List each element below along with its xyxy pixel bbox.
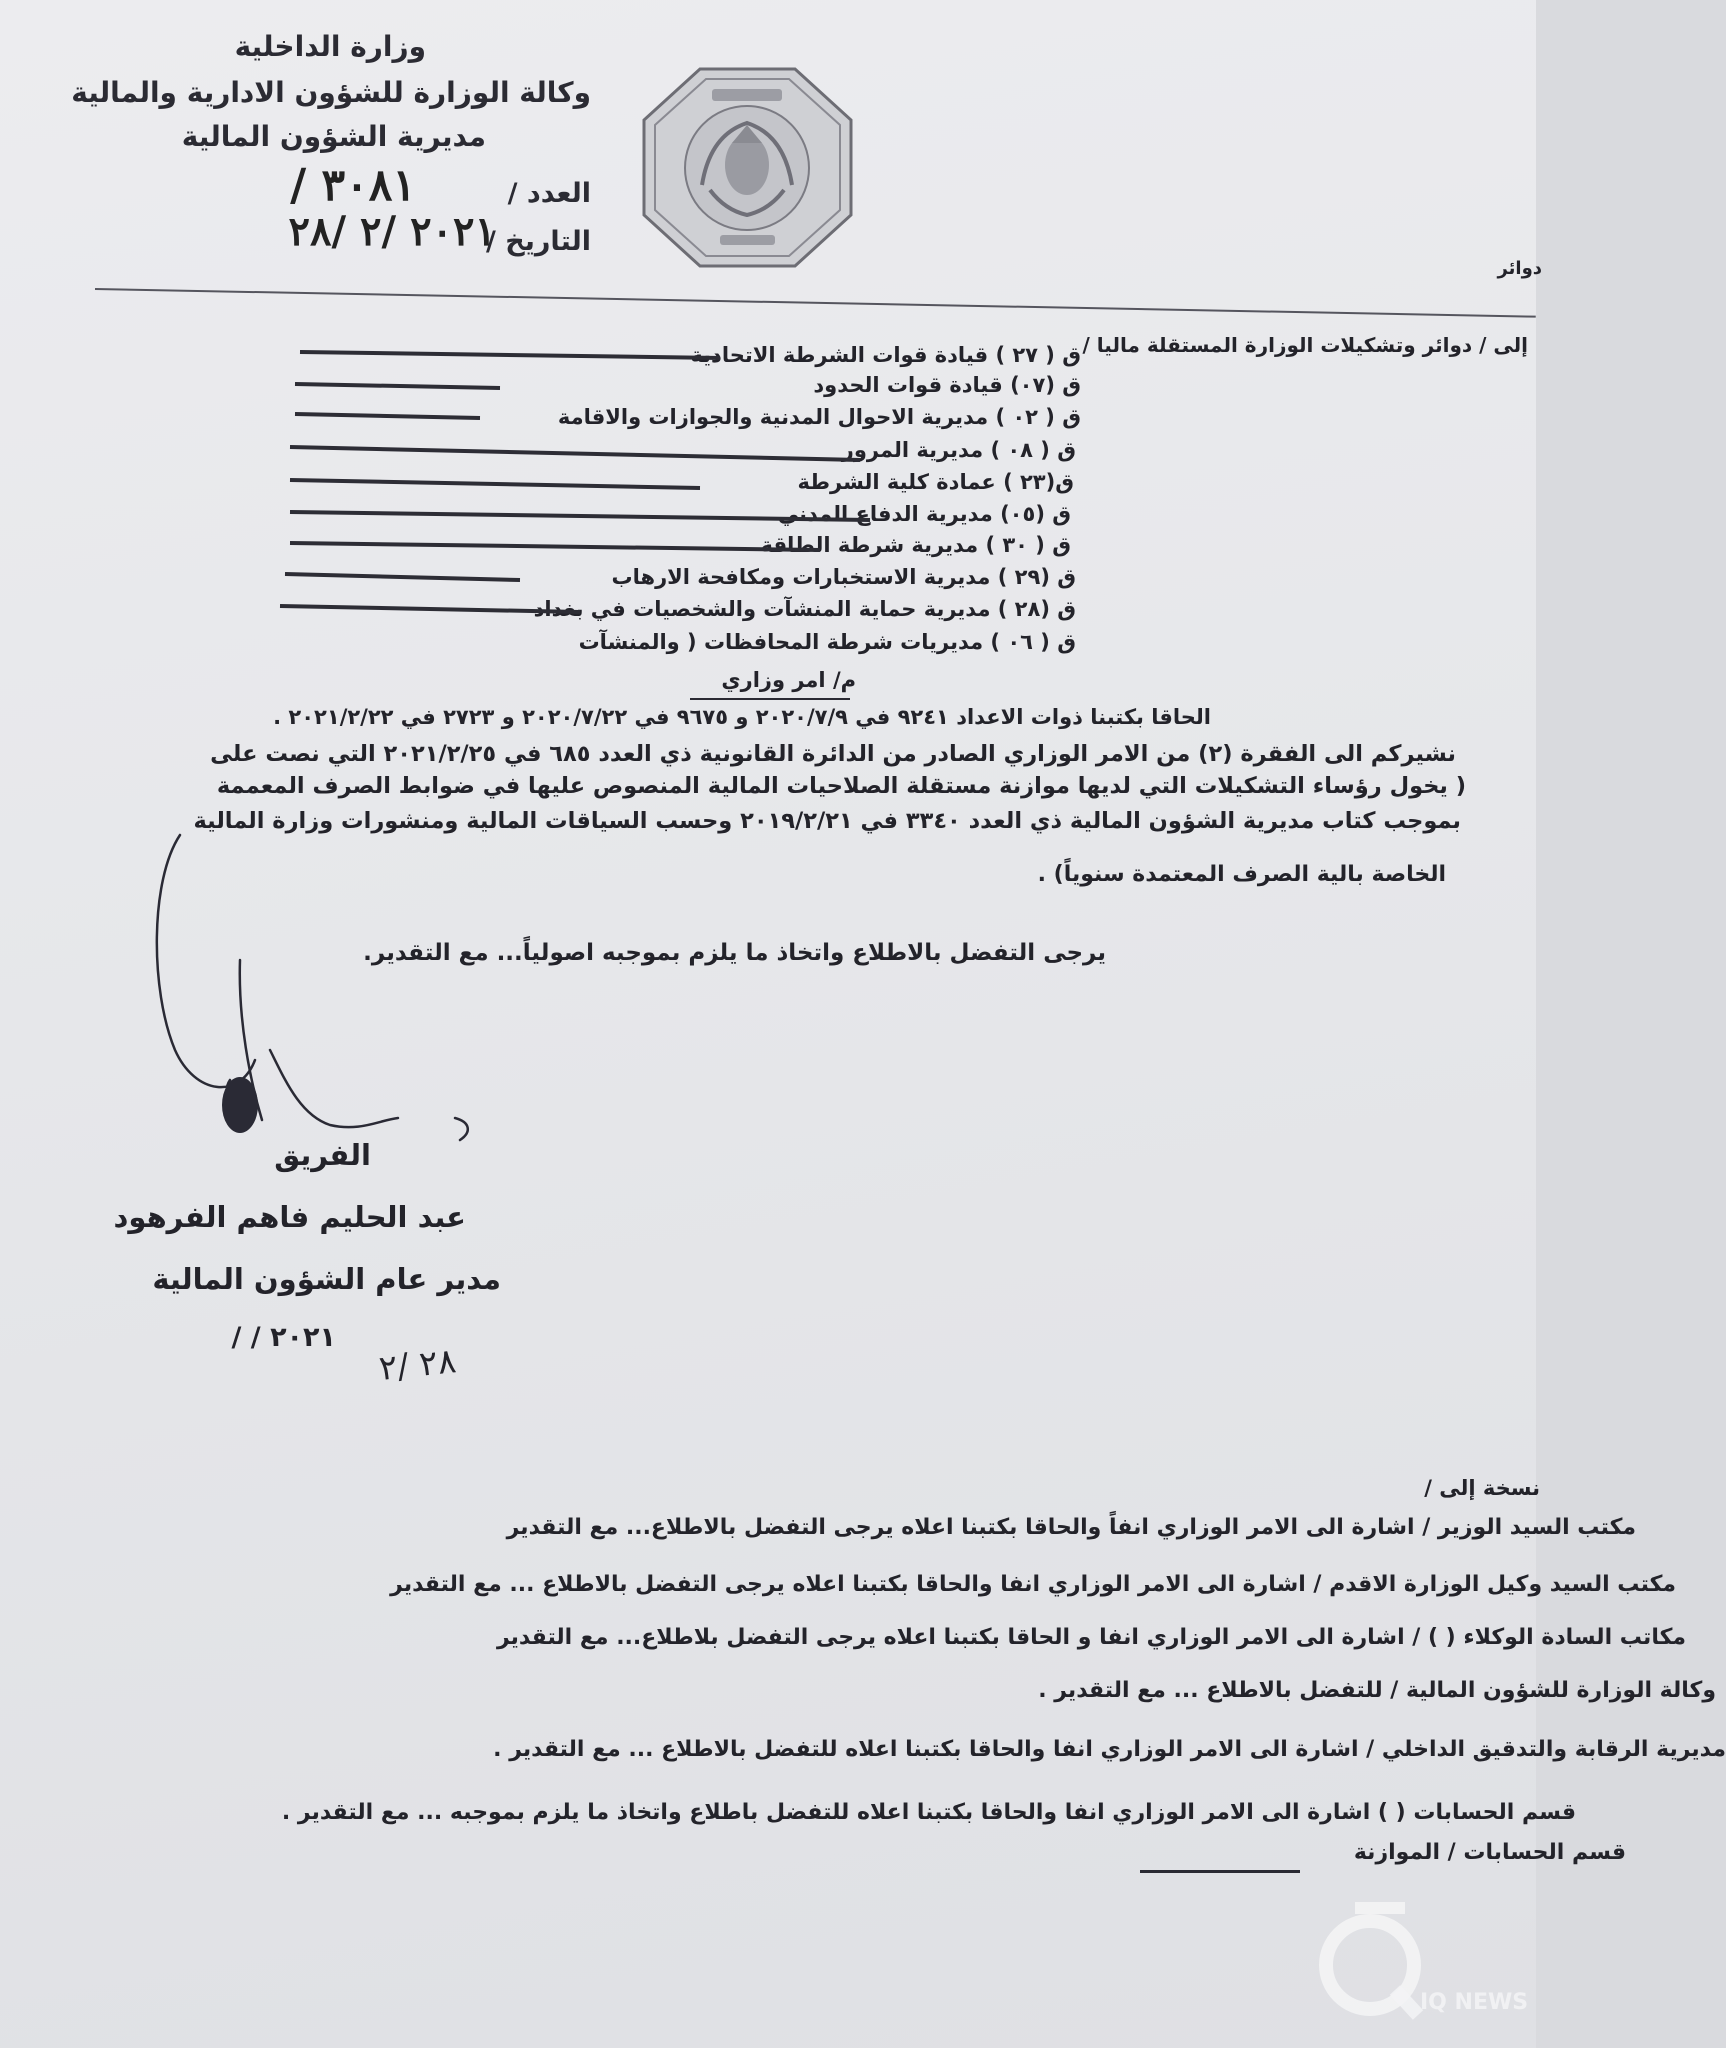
copies-budget-fill-line (1140, 1870, 1300, 1873)
right-edge-fragment: دوائر (1497, 258, 1542, 279)
number-label: العدد / (507, 178, 591, 209)
letter-body-line: بموجب كتاب مديرية الشؤون المالية ذي العدد ٣٣٤٠ في ٢٠١٩/٢/٢١ وحسب السياقات المالية ومنشورات وزارة المالية (193, 808, 1461, 834)
signatory-title: مدير عام الشؤون المالية (152, 1262, 501, 1296)
copies-line: مكتب السيد وكيل الوزارة الاقدم / اشارة الى الامر الوزاري انفا والحاقا بكتبنا اعلاه يرجى التفضل بالاطلاع ... مع التقدير (390, 1572, 1676, 1597)
directorate-name: مديرية الشؤون المالية (181, 120, 486, 153)
letter-body-line: نشيركم الى الفقرة (٢) من الامر الوزاري الصادر من الدائرة القانونية ذي العدد ٦٨٥ في ٢٠٢١/٢/٢٥ التي نصت على (210, 741, 1456, 767)
addressee-item: ق (٢٨ ) مديرية حماية المنشآت والشخصيات في بغداد (533, 597, 1076, 621)
signatory-rank: الفريق (274, 1138, 371, 1172)
letter-request: يرجى التفضل بالاطلاع واتخاذ ما يلزم بموجبه اصولياً... مع التقدير. (363, 940, 1106, 966)
addressee-item: ق ( ٠٦ ) مديريات شرطة المحافظات ( والمنشآت (578, 630, 1076, 654)
addressee-item: ق ( ٠٢ ) مديرية الاحوال المدنية والجوازات والاقامة (557, 405, 1081, 429)
copies-heading: نسخة إلى / (1424, 1476, 1540, 1500)
date-label: التاريخ / (486, 226, 591, 257)
addressee-item: ق ( ٣٠ ) مديرية شرطة الطاقة (760, 533, 1071, 557)
signature-handwritten-date: ٢٨ /٢ (377, 1341, 458, 1389)
signature-printed-date: ٢٠٢١ / / (231, 1322, 336, 1353)
addressee-item: ق (٢٩ ) مديرية الاستخبارات ومكافحة الارهاب (611, 565, 1076, 589)
watermark-text: IQ NEWS (1420, 1990, 1529, 2015)
addressee-item: ق (٠٧) قيادة قوات الحدود (813, 373, 1081, 397)
ministry-seal-logo (640, 65, 855, 270)
addressee-item: ق(٢٣ ) عمادة كلية الشرطة (797, 470, 1074, 494)
signatory-name: عبد الحليم فاهم الفرهود (113, 1200, 466, 1234)
subject-underline (690, 698, 850, 700)
agency-name: وكالة الوزارة للشؤون الادارية والمالية (71, 76, 591, 109)
news-watermark-logo (1300, 1890, 1520, 2040)
addressee-item: ق ( ٢٧ ) قيادة قوات الشرطة الاتحادية (690, 343, 1081, 367)
copies-line: مكتب السيد الوزير / اشارة الى الامر الوزاري انفاً والحاقا بكتبنا اعلاه يرجى التفضل بالاطلاع... مع التقدير (506, 1515, 1636, 1540)
letter-reference: الحاقا بكتبنا ذوات الاعداد ٩٢٤١ في ٢٠٢٠/٧/٩ و ٩٦٧٥ في ٢٠٢٠/٧/٢٢ و ٢٧٢٣ في ٢٠٢١/٢/٢٢ . (273, 705, 1211, 729)
copies-line: قسم الحسابات / الموازنة (1353, 1840, 1626, 1865)
letter-body-line: ( يخول رؤساء التشكيلات التي لديها موازنة مستقلة الصلاحيات المالية المنصوص عليها في ضوابط الصرف المعممة (216, 773, 1466, 799)
copies-line: مديرية الرقابة والتدقيق الداخلي / اشارة الى الامر الوزاري انفا والحاقا بكتبنا اعلاه للتفضل بالاطلاع ... مع التقدير . (493, 1737, 1726, 1762)
date-value: ٢٠٢١ /٢ /٢٨ (288, 208, 496, 255)
letter-subject: م/ امر وزاري (721, 668, 856, 692)
addressee-item: ق (٠٥) مديرية الدفاع المدني (777, 502, 1071, 526)
addressee-item: ق ( ٠٨ ) مديرية المرور (841, 438, 1076, 462)
copies-line: قسم الحسابات ( ) اشارة الى الامر الوزاري انفا والحاقا بكتبنا اعلاه للتفضل باطلاع واتخاذ ما يلزم بموجبه ... مع التقدير . (281, 1800, 1576, 1825)
header-separator-line (95, 288, 1536, 318)
letter-body-line: الخاصة بالية الصرف المعتمدة سنوياً) . (1037, 862, 1446, 887)
ministry-name: وزارة الداخلية (234, 30, 426, 63)
number-value: ٣٠٨١ / (290, 160, 416, 211)
copies-line: مكاتب السادة الوكلاء ( ) / اشارة الى الامر الوزاري انفا و الحاقا بكتبنا اعلاه يرجى التفضل بلاطلاع... مع التقدير (496, 1625, 1686, 1650)
copies-line: وكالة الوزارة للشؤون المالية / للتفضل بالاطلاع ... مع التقدير . (1038, 1678, 1716, 1703)
addressee-to-line: إلى / دوائر وتشكيلات الوزارة المستقلة ماليا / (1082, 333, 1528, 357)
